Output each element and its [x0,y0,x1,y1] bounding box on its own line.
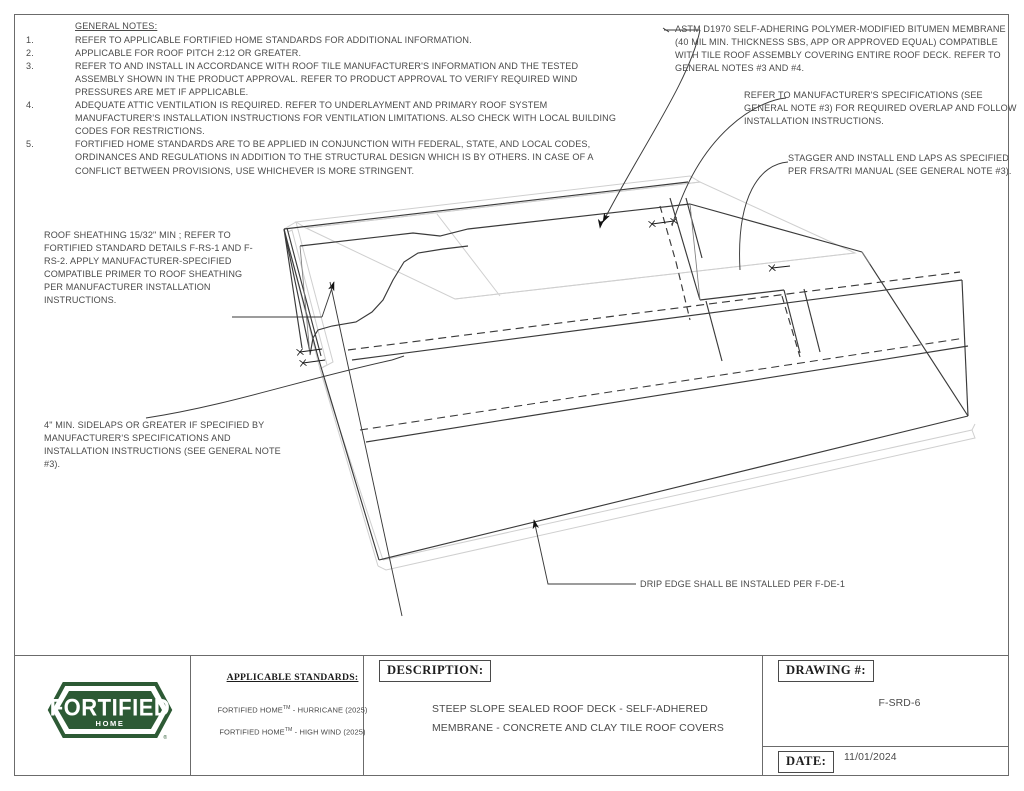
callout-roof-sheathing: ROOF SHEATHING 15/32" MIN ; REFER TO FORTIFIED STANDARD DETAILS F-RS-1 AND F-RS-2. APPLY MANUFACTURER-SPECIFIED COMPATIBLE PRIMER TO ROOF SHEATHING PER MANUFACTURER INSTALLATION INSTRUCTIONS. [44,230,253,306]
logo-brand-text: FORTIFIED [49,693,171,721]
note-number: 3. [26,61,34,72]
date-label: DATE: [778,751,834,773]
standard-post: - HURRICANE (2025) [290,705,368,715]
general-note-1 [26,34,626,47]
title-block [14,655,1009,776]
standard-pre: FORTIFIED HOME [219,727,285,737]
title-block-divider-3 [762,656,763,776]
callout-sidelaps: 4" MIN. SIDELAPS OR GREATER IF SPECIFIED BY MANUFACTURER'S SPECIFICATIONS AND INSTALLATION INSTRUCTIONS (SEE GENERAL NOTE #3). [44,420,281,470]
callout-endlaps: STAGGER AND INSTALL END LAPS AS SPECIFIED PER FRSA/TRI MANUAL (SEE GENERAL NOTE #3). [788,153,1012,177]
note-text: REFER TO APPLICABLE FORTIFIED HOME STANDARDS FOR ADDITIONAL INFORMATION. [75,35,472,46]
trademark-symbol: TM [284,727,293,733]
general-note-3 [26,60,626,99]
trademark-symbol: TM [282,705,291,711]
title-block-divider-date [762,746,1009,747]
general-notes-block [26,20,626,178]
logo-sub-text: HOME [95,719,125,728]
general-note-5 [26,138,626,177]
standard-post: - HIGH WIND (2025) [292,727,366,737]
note-text: FORTIFIED HOME STANDARDS ARE TO BE APPLIED IN CONJUNCTION WITH FEDERAL, STATE, AND LOCAL CODES, ORDINANCES AND REGULATIONS IN ADDITION TO THE STRUCTURAL DESIGN WHICH IS BY OTHERS. IN CASE OF A CONFLICT BETWEEN PROVISIONS, USE WHICHEVER IS MORE STRINGENT. [75,139,594,176]
description-text: STEEP SLOPE SEALED ROOF DECK - SELF-ADHERED MEMBRANE - CONCRETE AND CLAY TILE ROOF COVERS [432,704,724,734]
standard-item-high-wind [200,727,385,737]
note-text: ADEQUATE ATTIC VENTILATION IS REQUIRED. REFER TO UNDERLAYMENT AND PRIMARY ROOF SYSTEM MANUFACTURER'S INSTALLATION INSTRUCTIONS FOR VENTILATION LIMITATIONS. ALSO CHECK WITH LOCAL BUILDING CODES FOR RESTRICTIONS. [75,100,617,137]
logo-tm-text: ® [163,735,167,741]
note-number: 2. [26,48,34,59]
note-text: REFER TO AND INSTALL IN ACCORDANCE WITH ROOF TILE MANUFACTURER'S INFORMATION AND THE TESTED ASSEMBLY SHOWN IN THE PRODUCT APPROVAL. REFER TO PRODUCT APPROVAL TO VERIFY REQUIRED WIND PRESSURES ARE MET IF APPLICABLE. [75,61,579,98]
title-block-divider-1 [190,656,191,776]
drawing-number-value: F-SRD-6 [878,698,921,709]
standard-item-hurricane [200,705,385,715]
note-number: 5. [26,139,34,150]
callout-membrane: ASTM D1970 SELF-ADHERING POLYMER-MODIFIED BITUMEN MEMBRANE (40 MIL MIN. THICKNESS SBS, APP OR APPROVED EQUAL) COMPATIBLE WITH TILE ROOF ASSEMBLY COVERING ENTIRE ROOF DECK. REFER TO GENERAL NOTES #3 AND #4. [675,24,1006,74]
general-note-2 [26,47,626,60]
standard-pre: FORTIFIED HOME [217,705,283,715]
drawing-number-label: DRAWING #: [778,660,874,682]
general-note-4 [26,99,626,138]
description-label: DESCRIPTION: [379,660,491,682]
date-value: 11/01/2024 [844,752,897,763]
note-number: 1. [26,35,34,46]
logo-badge-icon [47,679,173,741]
callout-drip-edge: DRIP EDGE SHALL BE INSTALLED PER F-DE-1 [640,579,846,589]
callout-overlap: REFER TO MANUFACTURER'S SPECIFICATIONS (SEE GENERAL NOTE #3) FOR REQUIRED OVERLAP AND FOLLOW INSTALLATION INSTRUCTIONS. [744,90,1017,127]
note-text: APPLICABLE FOR ROOF PITCH 2:12 OR GREATER. [75,48,302,59]
applicable-standards-heading: APPLICABLE STANDARDS: [226,672,359,683]
general-notes-heading: GENERAL NOTES: [75,21,158,31]
fortified-home-logo [47,679,173,741]
note-number: 4. [26,100,34,111]
